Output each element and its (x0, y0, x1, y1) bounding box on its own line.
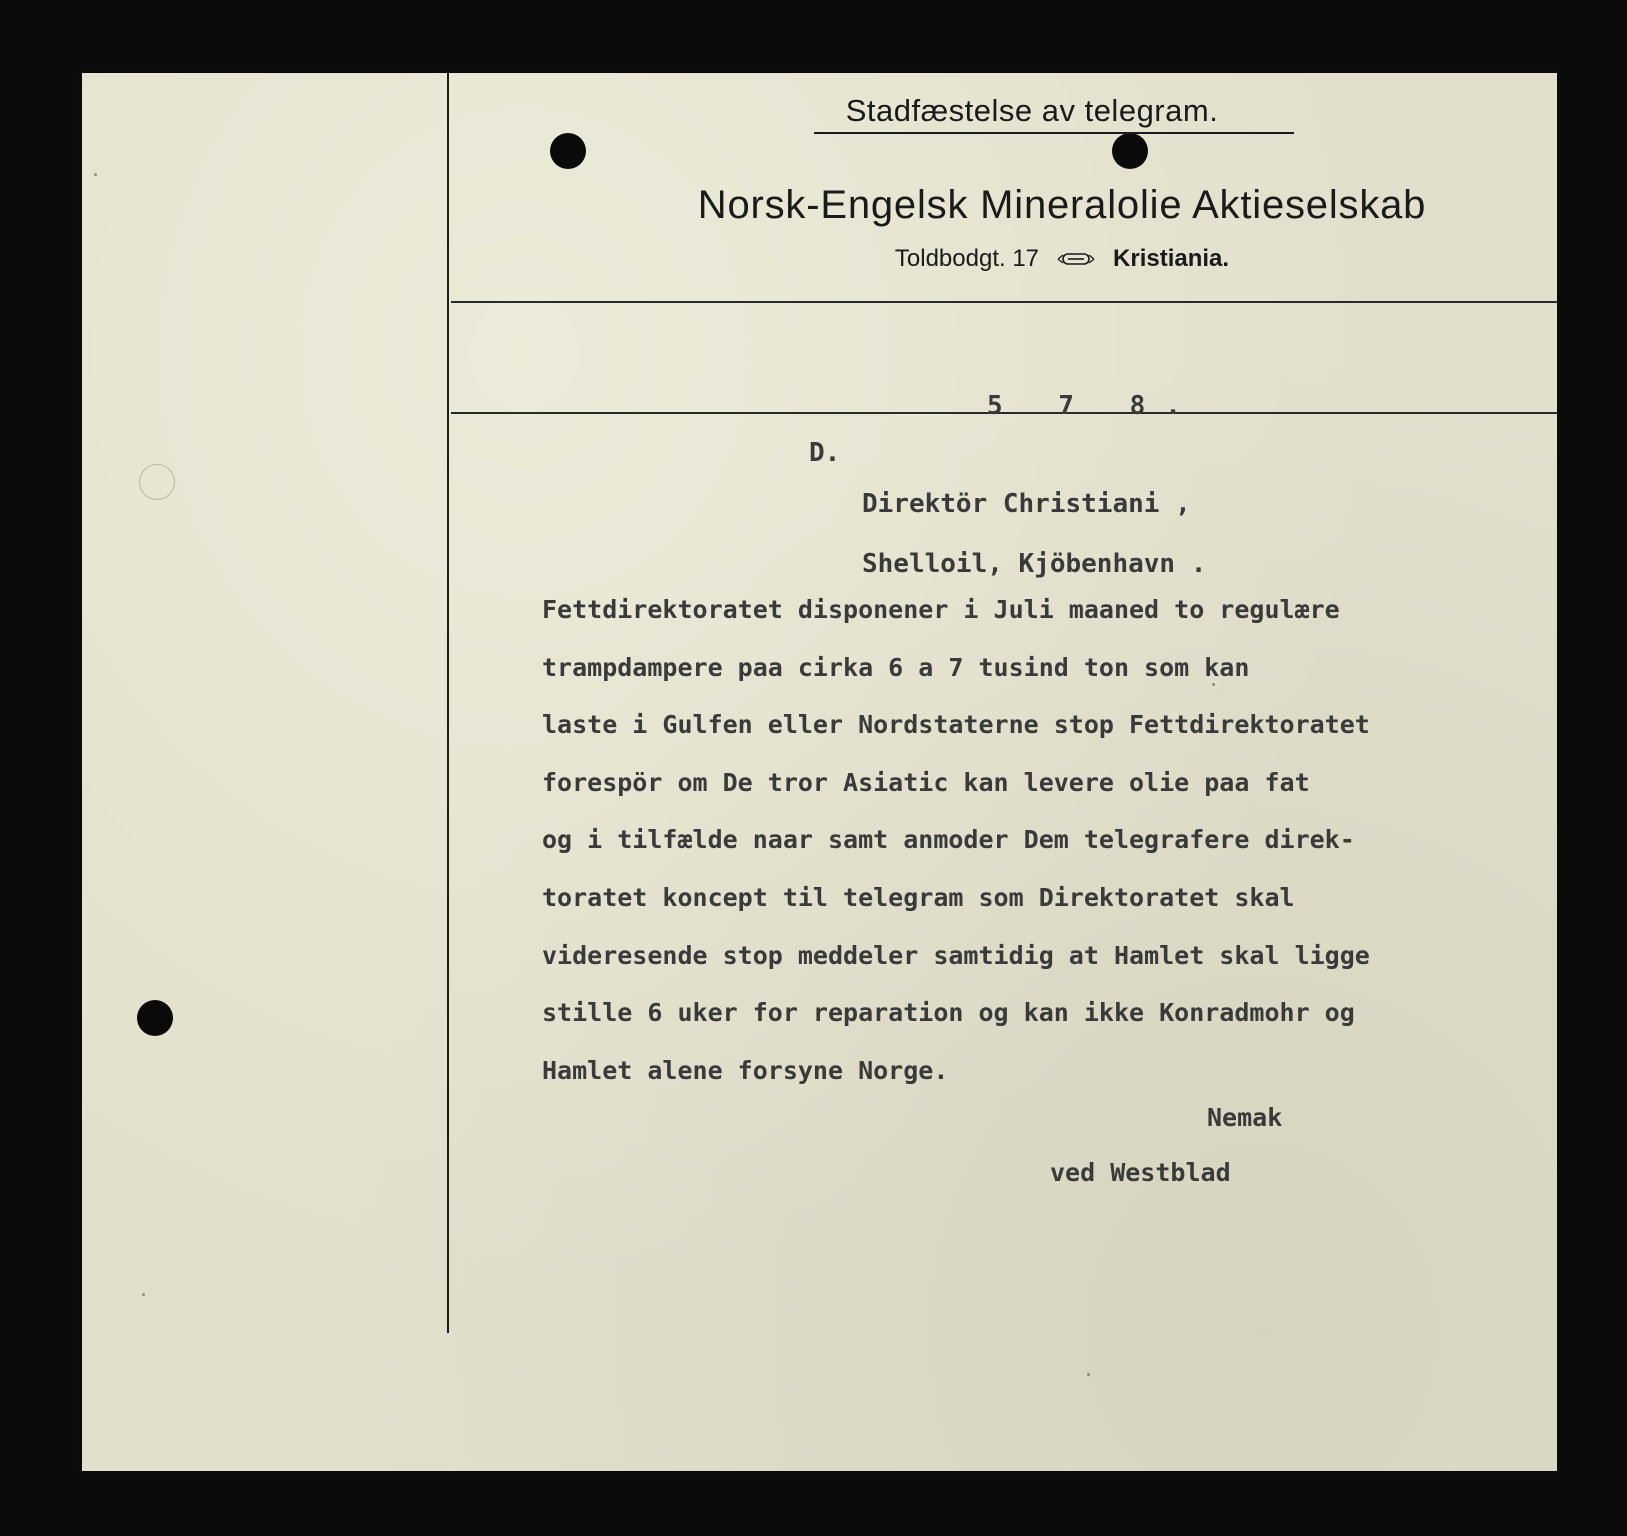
paper-speck (142, 1293, 145, 1296)
paper-speck (1212, 683, 1215, 686)
addressee-location: Shelloil, Kjöbenhavn . (862, 549, 1207, 579)
punch-hole-ring (139, 464, 175, 500)
letterhead-divider (451, 301, 1557, 303)
company-name: Norsk-Engelsk Mineralolie Aktieselskab (697, 183, 1427, 227)
address-city: Kristiania. (1113, 245, 1230, 272)
telegram-confirmation-title: Stadfæstelse av telegram. (845, 93, 1219, 128)
company-address (782, 245, 1342, 273)
signature-sender: Nemak (1207, 1103, 1283, 1132)
telegram-body (542, 581, 1542, 1099)
punch-hole-top-left (550, 133, 586, 169)
body-line: forespör om De tror Asiatic kan levere olie paa fat (542, 767, 1310, 797)
paper-speck (1087, 1373, 1090, 1376)
reference-number: 5 7 8. (987, 391, 1201, 421)
title-underline (814, 132, 1294, 134)
paper-speck (94, 173, 97, 176)
body-line: toratet koncept til telegram som Direktoratet skal (542, 882, 1295, 912)
addressee-code: D. (809, 438, 841, 468)
addressee-name: Direktör Christiani , (862, 489, 1191, 519)
body-line: trampdampere paa cirka 6 a 7 tusind ton som kan (542, 652, 1250, 682)
body-line: videresende stop meddeler samtidig at Hamlet skal ligge (542, 940, 1370, 970)
body-line: og i tilfælde naar samt anmoder Dem telegrafere direk- (542, 825, 1355, 855)
telephone-icon (1057, 251, 1095, 267)
punch-hole-top-right (1112, 133, 1148, 169)
body-line: laste i Gulfen eller Nordstaterne stop Fettdirektoratet (542, 710, 1370, 740)
body-line: Fettdirektoratet disponener i Juli maaned to regulære (542, 595, 1340, 624)
punch-hole-left (137, 1000, 173, 1036)
body-line: stille 6 uker for reparation og kan ikke Konradmohr og (542, 998, 1355, 1028)
document-page (82, 73, 1557, 1471)
body-line: Hamlet alene forsyne Norge. (542, 1055, 949, 1085)
margin-rule (447, 73, 449, 1333)
address-street: Toldbodgt. 17 (894, 245, 1040, 272)
signature-by: ved Westblad (1050, 1158, 1231, 1187)
